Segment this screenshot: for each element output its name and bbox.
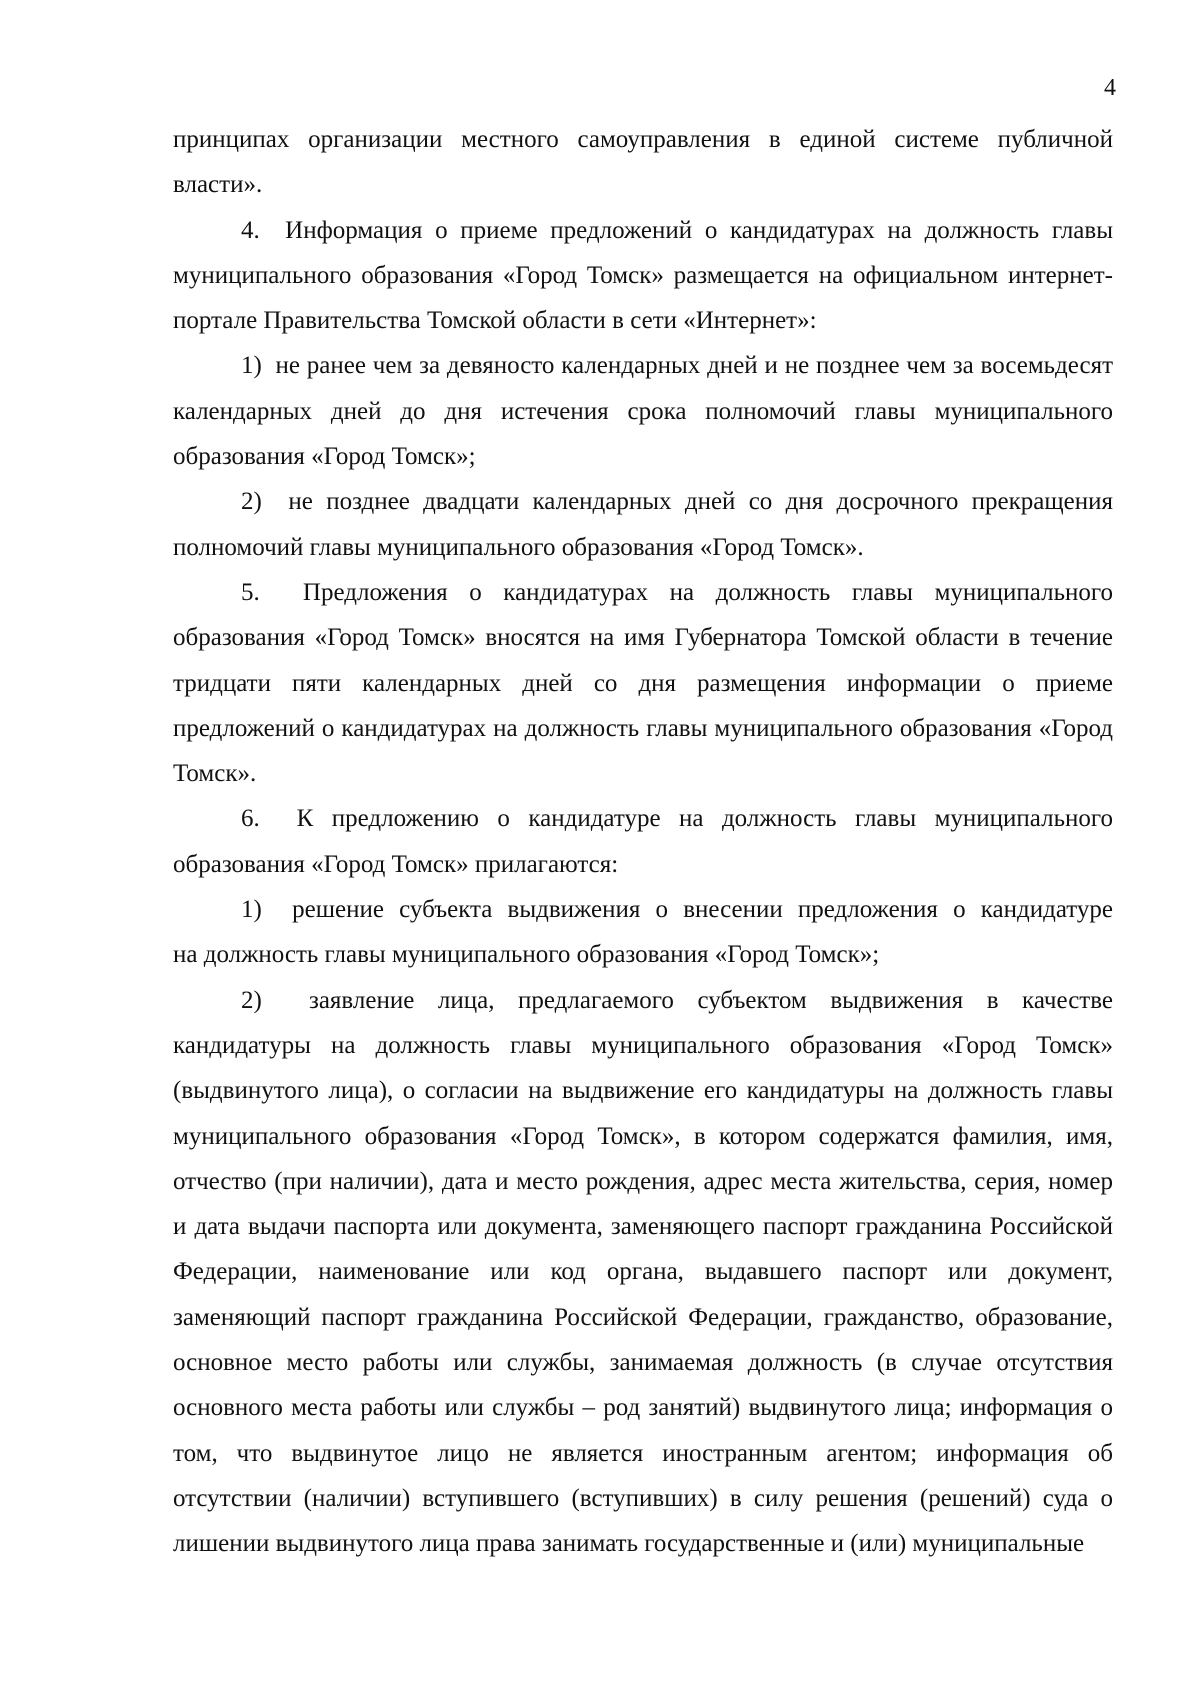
paragraph: принципах организации местного самоуправления в единой системе публичной власти». [173, 126, 1113, 199]
paragraph: 1) не ранее чем за девяносто календарных дней и не позднее чем за восемьдесят календарных дней до дня истечения срока полномочий главы муниципального образования «Город Томск»; [173, 352, 1113, 471]
paragraph: 6. К предложению о кандидатуре на должность главы муниципального образования «Город Томск» прилагаются: [173, 805, 1113, 878]
document-body [173, 117, 1113, 1567]
paragraph: 5. Предложения о кандидатурах на должность главы муниципального образования «Город Томск» вносятся на имя Губернатора Томской области в течение тридцати пяти календарных дней со дня размещения информации о приеме предложений о кандидатурах на должность главы муниципального образования «Город Томск». [173, 578, 1113, 788]
paragraph: 2) не позднее двадцати календарных дней со дня досрочного прекращения полномочий главы муниципального образования «Город Томск». [173, 488, 1113, 561]
paragraph: 2) заявление лица, предлагаемого субъектом выдвижения в качестве кандидатуры на должность главы муниципального образования «Город Томск» (выдвинутого лица), о согласии на выдвижение его кандидатуры на должность главы муниципального образования «Город Томск», в котором содержатся фамилия, имя, отчество (при наличии), дата и место рождения, адрес места жительства, серия, номер и дата выдачи паспорта или документа, заменяющего паспорт гражданина Российской Федерации, наименование или код органа, выдавшего паспорт или документ, заменяющий паспорт гражданина Российской Федерации, гражданство, образование, основное место работы или службы, занимаемая должность (в случае отсутствия основного места работы или службы – род занятий) выдвинутого лица; информация о том, что выдвинутое лицо не является иностранным агентом; информация об отсутствии (наличии) вступившего (вступивших) в силу решения (решений) суда о лишении выдвинутого лица права занимать государственные и (или) муниципальные [173, 986, 1113, 1558]
paragraph: 1) решение субъекта выдвижения о внесении предложения о кандидатуре на должность главы муниципального образования «Город Томск»; [173, 896, 1113, 969]
paragraph: 4. Информация о приеме предложений о кандидатурах на должность главы муниципального образования «Город Томск» размещается на официальном интернет-портале Правительства Томской области в сети «Интернет»: [173, 216, 1113, 335]
page-number: 4 [1104, 75, 1116, 101]
